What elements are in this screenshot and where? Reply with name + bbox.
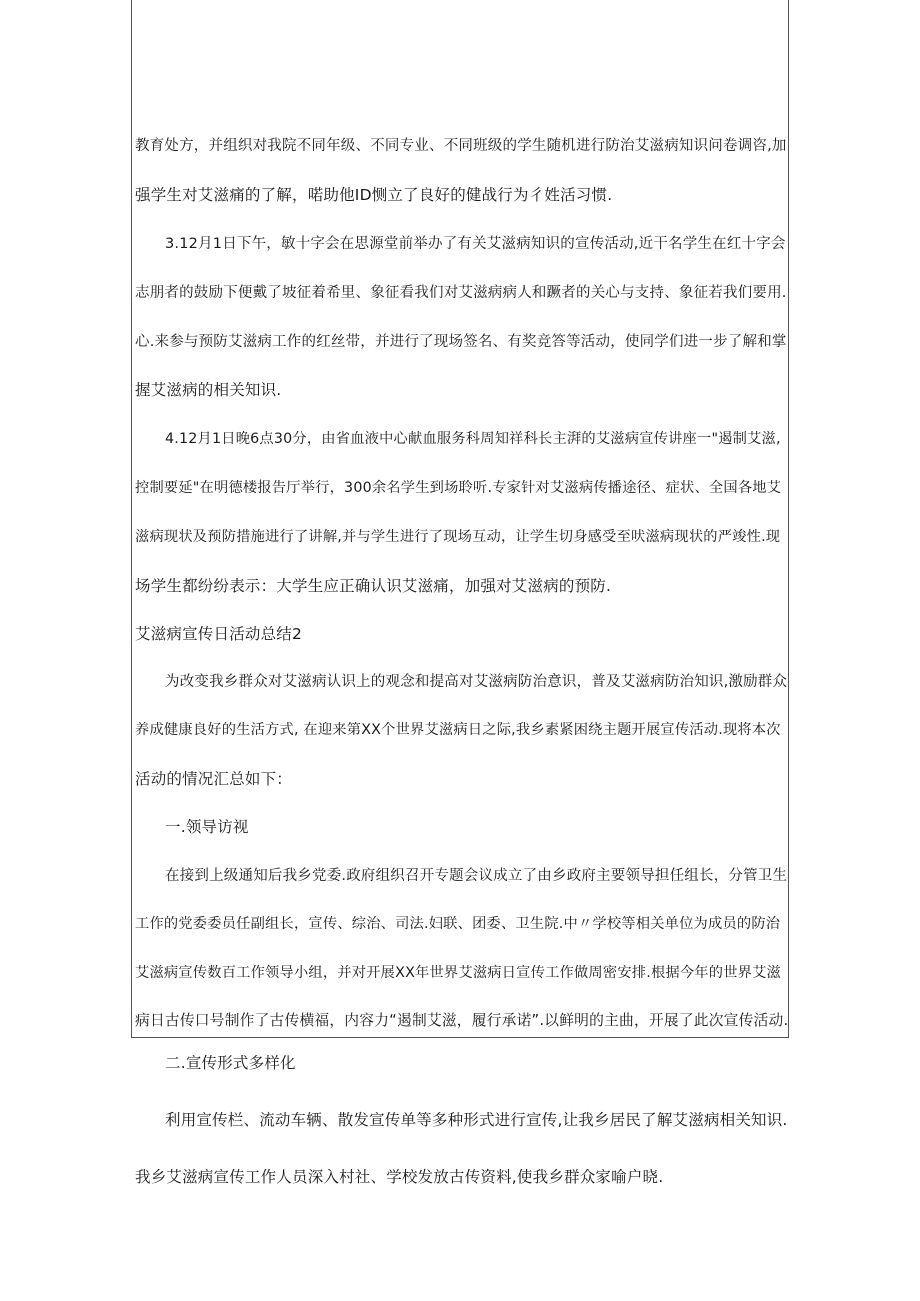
paragraph-4-line-2: 养成健康良好的生活方式, 在迎来第XX个世界艾滋病日之际,我乡素紧困绕主题开展宣传活动.现将本次 — [135, 722, 781, 738]
paragraph-3-line-2: 控制要延"在明德楼报告厅举行，300余名学生到场聆听.专家针对艾滋病传播途径、症状、全国各地艾 — [135, 480, 782, 496]
paragraph-5-line-4: 病日古传口号制作了古传横福，内容力“遏制艾滋，履行承诺”.以鲜明的主曲，开展了此次宣传活动. — [135, 1012, 789, 1029]
paragraph-4-line-1: 为改变我乡群众对艾滋病认识上的观念和提高对艾滋病防治意识，普及艾滋病防治知识,激励群众 — [165, 674, 788, 690]
section-heading-summary-2: 艾滋病宣传日活动总结2 — [135, 625, 303, 643]
paragraph-2-line-1: 3.12月1日下午，敏十字会在思源堂前举办了有关艾滋病知识的宣传活动,近干名学生在红十字会 — [165, 236, 786, 252]
paragraph-1-line-1: 教育处方，并组织对我院不同年级、不同专业、不同班级的学生随机进行防治艾滋病知识问卷调咨,加 — [135, 138, 787, 154]
paragraph-4-line-3: 活动的情况汇总如下： — [135, 770, 293, 788]
paragraph-3-line-1: 4.12月1日晚6点30分，由省血液中心献血服务科周知祥科长主湃的艾滋病宣传讲座一"遏制艾滋, — [165, 431, 781, 447]
paragraph-3-line-4: 场学生都纷纷表示：大学生应正确认识艾滋痛，加强对艾滋病的预防. — [135, 577, 612, 595]
paragraph-5-line-2: 工作的党委委员任副组长，宣传、综治、司法.妇联、团委、卫生院.中〃学校等相关单位为成员的防治 — [135, 916, 781, 932]
section-1-title: 一.领导访视 — [165, 818, 249, 836]
paragraph-5-line-1: 在接到上级通知后我乡党委.政府组织召开专题会议成立了由乡政府主要领导担任组长，分管卫生 — [165, 868, 788, 884]
paragraph-2-line-3: 心.来参与预防艾滋病工作的红丝带，并进行了现场签名、有奖竞答等活动，使同学们进一步了解和掌 — [135, 334, 787, 350]
paragraph-7: 我乡艾滋病宣传工作人员深入村社、学校发放古传资料,使我乡群众家喻户晓. — [135, 1168, 664, 1186]
paragraph-6: 利用宣传栏、流动车辆、散发宣传单等多种形式进行宣传,让我乡居民了解艾滋病相关知识. — [165, 1111, 788, 1129]
paragraph-1-line-2: 强学生对艾滋痛的了解，喏助他ID恻立了良好的健战行为彳姓活习惯. — [135, 186, 613, 204]
section-2-title: 二.宣传形式多样化 — [165, 1054, 296, 1072]
paragraph-2-line-2: 志朋者的鼓励下便戴了坡征着希里、象征看我们对艾滋病病人和蹶者的关心与支持、象征若我们要用. — [135, 285, 787, 301]
paragraph-3-line-3: 滋病现状及预防措施进行了讲解,并与学生进行了现场互动，让学生切身感受至吠滋病现状的严竣性.现 — [135, 529, 781, 545]
paragraph-2-line-4: 握艾滋病的相关知识. — [135, 381, 282, 399]
paragraph-5-line-3: 艾滋病宣传数百工作领导小组，并对开展XX年世界艾滋病日宣传工作做周密安排.根据今年的世界艾滋 — [135, 965, 782, 981]
